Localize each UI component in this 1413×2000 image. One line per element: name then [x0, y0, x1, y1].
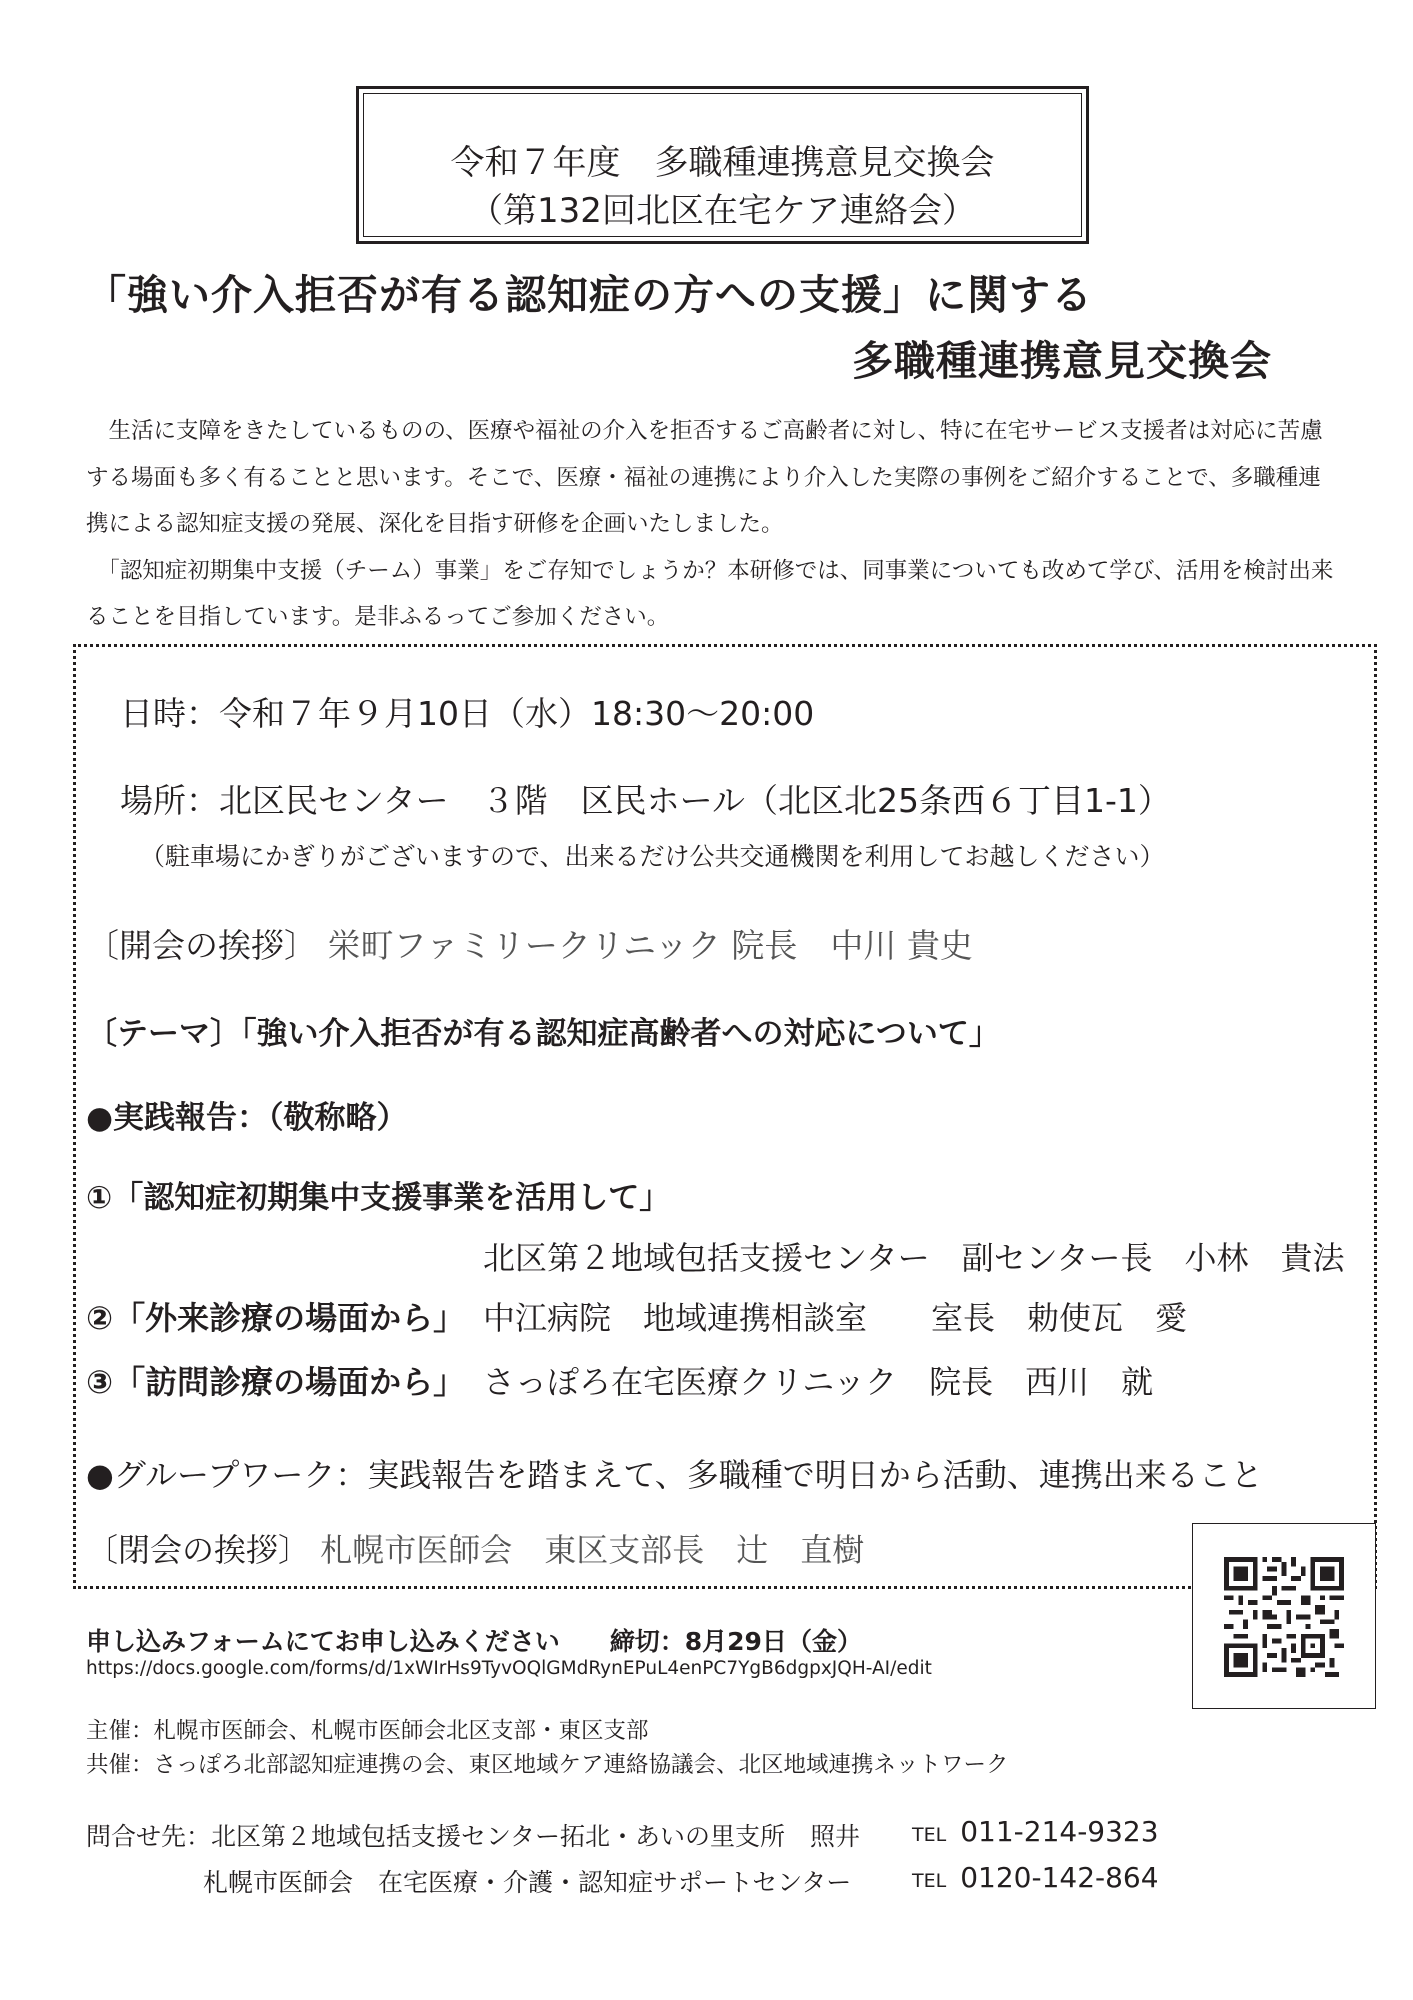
- tel1-number: 011-214-9323: [960, 1815, 1159, 1848]
- opening-label: 〔開会の挨拶〕: [86, 926, 317, 965]
- main-title-line1: 「強い介入拒否が有る認知症の方への支援」に関する: [85, 271, 1093, 319]
- application-instruction: 申し込みフォームにてお申し込みください 締切：8月29日（金）: [86, 1627, 862, 1656]
- report-3-title: ③「訪問診療の場面から」: [86, 1363, 466, 1401]
- main-title-line2: 多職種連携意見交換会: [852, 337, 1272, 385]
- header-line2: （第132回北区在宅ケア連絡会）: [469, 191, 976, 231]
- report-3-presenter: さっぽろ在宅医療クリニック 院長 西川 就: [483, 1363, 1154, 1401]
- report-2: [86, 1293, 1187, 1339]
- contact-line2: 札幌市医師会 在宅医療・介護・認知症サポートセンター: [203, 1868, 852, 1897]
- tel-label-2: TEL: [912, 1870, 947, 1892]
- qr-code-icon: [1224, 1557, 1344, 1677]
- theme: 〔テーマ〕「強い介入拒否が有る認知症高齢者への対応について」: [86, 1016, 1000, 1052]
- intro-text: [86, 408, 1336, 641]
- contact-line1: 問合せ先：北区第２地域包括支援センター拓北・あいの里支所 照井: [86, 1822, 861, 1851]
- header-line1: 令和７年度 多職種連携意見交換会: [450, 143, 995, 183]
- header-box: [356, 86, 1089, 244]
- contact-tel1: [912, 1815, 1159, 1848]
- cohost-organizers: 共催：さっぽろ北部認知症連携の会、東区地域ケア連絡協議会、北区地域連携ネットワーク: [86, 1752, 1009, 1778]
- group-work: ●グループワーク：実践報告を踏まえて、多職種で明日から活動、連携出来ること: [86, 1456, 1263, 1494]
- opening-person: 栄町ファミリークリニック 院長 中川 貴史: [327, 926, 973, 965]
- opening-remarks: [86, 920, 973, 967]
- contact-tel2: [912, 1861, 1159, 1894]
- report-2-title: ②「外来診療の場面から」: [86, 1299, 466, 1337]
- parking-note: （駐車場にかぎりがございますので、出来るだけ公共交通機関を利用してお越しください）: [140, 842, 1165, 871]
- event-place: 場所：北区民センター ３階 区民ホール（北区北25条西６丁目1-1）: [120, 781, 1171, 820]
- application-url-link[interactable]: https://docs.google.com/forms/d/1xWIrHs9TyvOQlGMdRynEPuL4enPC7YgB6dgpxJQH-AI/edit: [86, 1658, 932, 1679]
- report-1-title: ①「認知症初期集中支援事業を活用して」: [86, 1180, 671, 1216]
- report-3: [86, 1357, 1153, 1403]
- report-2-presenter: 中江病院 地域連携相談室 室長 勅使瓦 愛: [483, 1299, 1188, 1337]
- closing-label: 〔閉会の挨拶〕: [86, 1531, 311, 1569]
- tel-label-1: TEL: [912, 1824, 947, 1846]
- report-1-presenter: 北区第２地域包括支援センター 副センター長 小林 貴法: [483, 1239, 1345, 1277]
- intro-paragraph-1: 生活に支障をきたしているものの、医療や福祉の介入を拒否するご高齢者に対し、特に在宅サービス支援者は対応に苦慮する場面も多く有ることと思います。そこで、医療・福祉の連携により介入した実際の事例をご紹介することで、多職種連携による認知症支援の発展、深化を目指す研修を企画いたしました。: [86, 418, 1323, 537]
- qr-code[interactable]: [1192, 1523, 1376, 1709]
- closing-person: 札幌市医師会 東区支部長 辻 直樹: [320, 1531, 865, 1569]
- host-organizers: 主催：札幌市医師会、札幌市医師会北区支部・東区支部: [86, 1718, 649, 1744]
- reports-heading: ●実践報告：（敬称略）: [86, 1100, 408, 1136]
- tel2-number: 0120-142-864: [960, 1861, 1159, 1894]
- event-datetime: 日時：令和７年９月10日（水）18:30～20:00: [120, 694, 815, 733]
- intro-paragraph-2: 「認知症初期集中支援（チーム）事業」をご存知でしょうか？本研修では、同事業についても改めて学び、活用を検討出来ることを目指しています。是非ふるってご参加ください。: [86, 557, 1334, 630]
- closing-remarks: [86, 1525, 864, 1571]
